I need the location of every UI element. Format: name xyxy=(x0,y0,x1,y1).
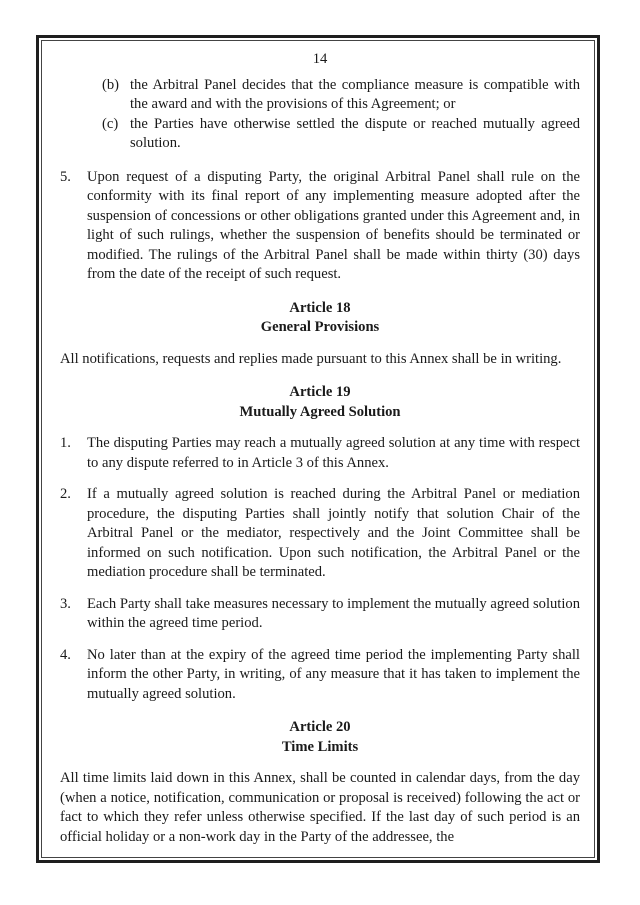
article-20-title: Time Limits xyxy=(281,738,359,755)
article-19-item-2 xyxy=(60,485,580,583)
paragraph-text: The disputing Parties may reach a mutually agreed solution at any time with respect to any dispute referred to in Article 3 of this Annex. xyxy=(87,435,580,471)
article-19-item-4 xyxy=(60,646,580,705)
paragraph-number: 1. xyxy=(60,435,71,451)
article-20-body: All time limits laid down in this Annex, shall be counted in calendar days, from the day (when a notice, notification, communication or proposal is received) following the act or fact to which they refer unless otherwise specified. If the last day of such period is an official holiday or a non-work day in the Party of the addressee, the xyxy=(60,770,580,845)
list-item-text: the Parties have otherwise settled the dispute or reached mutually agreed solution. xyxy=(130,115,580,151)
article-18-heading: Article 18 xyxy=(289,299,351,316)
list-item-b xyxy=(102,76,580,115)
document-content xyxy=(60,46,580,847)
paragraph-text: Each Party shall take measures necessary to implement the mutually agreed solution within the agreed time period. xyxy=(87,595,580,631)
article-20-heading: Article 20 xyxy=(289,719,351,735)
article-19-title: Mutually Agreed Solution xyxy=(239,403,401,420)
paragraph-5 xyxy=(60,168,580,285)
list-item-label: (b) xyxy=(102,76,120,93)
article-18-title: General Provisions xyxy=(260,319,380,335)
article-19-item-3 xyxy=(60,595,580,634)
paragraph-text: If a mutually agreed solution is reached during the Arbitral Panel or mediation procedure, the disputing Parties shall jointly notify that solution Chair of the Arbitral Panel or the mediator, respectively and the Joint Committee shall be informed on such notification. Upon such notification, the Arbitral Panel or the mediation procedure shall be terminated. xyxy=(87,486,580,580)
article-19-heading: Article 19 xyxy=(289,384,351,400)
paragraph-text: Upon request of a disputing Party, the original Arbitral Panel shall rule on the conformity with its final report of any implementing measure adopted after the suspension of concessions or other obligations granted under this Agreement and, in light of such rulings, whether the suspension of benefits should be terminated or modified. The rulings of the Arbitral Panel shall be made within thirty (30) days from the date of the receipt of such request. xyxy=(87,168,580,282)
paragraph-text: No later than at the expiry of the agreed time period the implementing Party shall inform the other Party, in writing, of any measure that it has taken to implement the mutually agreed solution. xyxy=(87,646,580,702)
page-number: 14 xyxy=(312,51,328,67)
paragraph-number: 3. xyxy=(60,595,71,612)
paragraph-number: 5. xyxy=(60,168,71,185)
paragraph-number: 2. xyxy=(60,486,71,502)
article-19-item-1 xyxy=(60,434,580,473)
paragraph-number: 4. xyxy=(60,646,71,663)
list-item-text: the Arbitral Panel decides that the compliance measure is compatible with the award and with the provisions of this Agreement; or xyxy=(130,76,580,112)
article-18-body: All notifications, requests and replies made pursuant to this Annex shall be in writing. xyxy=(60,350,562,367)
list-item-c xyxy=(102,115,580,154)
list-item-label: (c) xyxy=(102,115,119,132)
